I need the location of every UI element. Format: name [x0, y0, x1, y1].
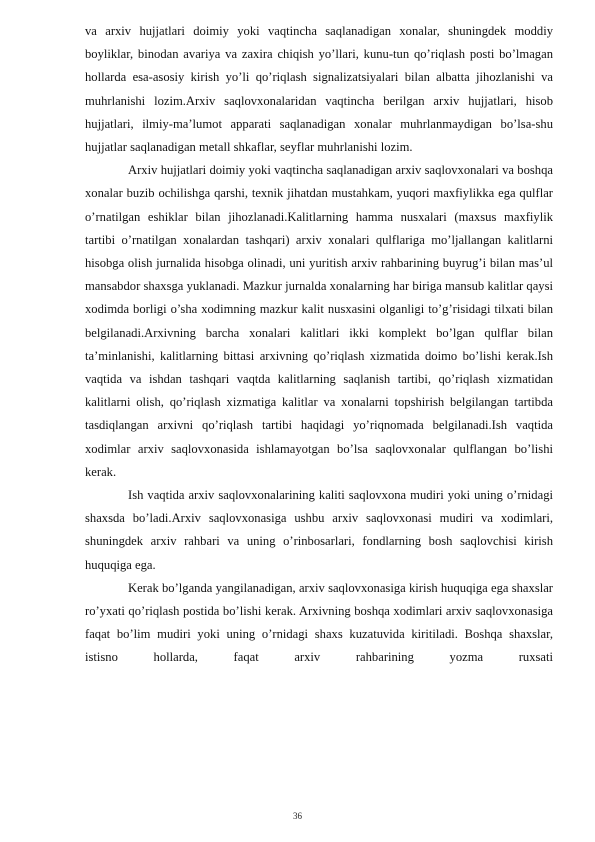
page-number: 36 [293, 811, 302, 821]
paragraph-4: Kerak bo’lganda yangilanadigan, arxiv saqlovxonasiga kirish huquqiga ega shaxslar ro’yxati qo’riqlash postida bo’lishi kerak. Arxivning boshqa xodimlari arxiv saqlovxonasiga faqat bo’lim mudiri yoki uning o’rnidagi shaxs kuzatuvida kiritiladi. Boshqa shaxslar, istisno hollarda, faqat arxiv rahbarining yozma ruxsati [85, 580, 553, 665]
document-body [85, 20, 553, 670]
paragraph-1: va arxiv hujjatlari doimiy yoki vaqtincha saqlanadigan xonalar, shuningdek moddiy boyliklar, binodan avariya va zaxira chiqish yo’llari, kunu-tun qo’riqlash posti bo’lmagan hollarda esa-asosiy kirish yo’li qo’riqlash signalizatsiyalari bilan albatta jihozlanishi va muhrlanishi lozim.Arxiv saqlovxonalaridan vaqtincha berilgan arxiv hujjatlari, hisob hujjatlari, ilmiy-ma’lumot apparati saqlanadigan xonalar muhrlanmaydigan bo’lsa-shu hujjatlar saqlanadigan metall shkaflar, seyflar muhrlanishi lozim. [85, 24, 553, 155]
paragraph-2: Arxiv hujjatlari doimiy yoki vaqtincha saqlanadigan arxiv saqlovxonalari va boshqa xonalar buzib ochilishga qarshi, texnik jihatdan mustahkam, yuqori maxfiylikka ega qulflar o’rnatilgan eshiklar bilan jihozlanadi.Kalitlarning hamma nusxalari (maxsus maxfiylik tartibi o’rnatilgan xonalardan tashqari) arxiv xonalari qulflariga mo’ljallangan kalitlarni hisobga olish jurnalida hisobga olinadi, uni yuritish arxiv rahbarining buyrug’i bilan mas’ul mansabdor shaxsga yuklanadi. Mazkur jurnalda xonalarning har biriga mansub kalitlar qaysi xodimda borligi o’sha xodimning mazkur kalit nusxasini olganligi to’g’risidagi tilxati bilan belgilanadi.Arxivning barcha xonalari kalitlari ikki komplekt bo’lgan qulflar bilan ta’minlanishi, kalitlarning bittasi arxivning qo’riqlash xizmatida doimo bo’lishi kerak.Ish vaqtida va ishdan tashqari vaqtda kalitlarning saqlanish tartibi, qo’riqlash xizmatidan kalitlarni olish, qo’riqlash xizmatiga kalitlar va xonalarni topshirish belgilangan tartibda tasdiqlangan arxivni qo’riqlash tartibi haqidagi yo’riqnomada belgilanadi.Ish vaqtida xodimlar arxiv saqlovxonasida ishlamayotgan bo’lsa saqlovxonalar qulflangan bo’lishi kerak. [85, 163, 553, 479]
paragraph-3: Ish vaqtida arxiv saqlovxonalarining kaliti saqlovxona mudiri yoki uning o’rnidagi shaxsda bo’ladi.Arxiv saqlovxonasiga ushbu arxiv saqlovxonasi mudiri va xodimlari, shuningdek arxiv rahbari va uning o’rinbosarlari, fondlarning bosh saqlovchisi kirish huquqiga ega. [85, 488, 553, 572]
